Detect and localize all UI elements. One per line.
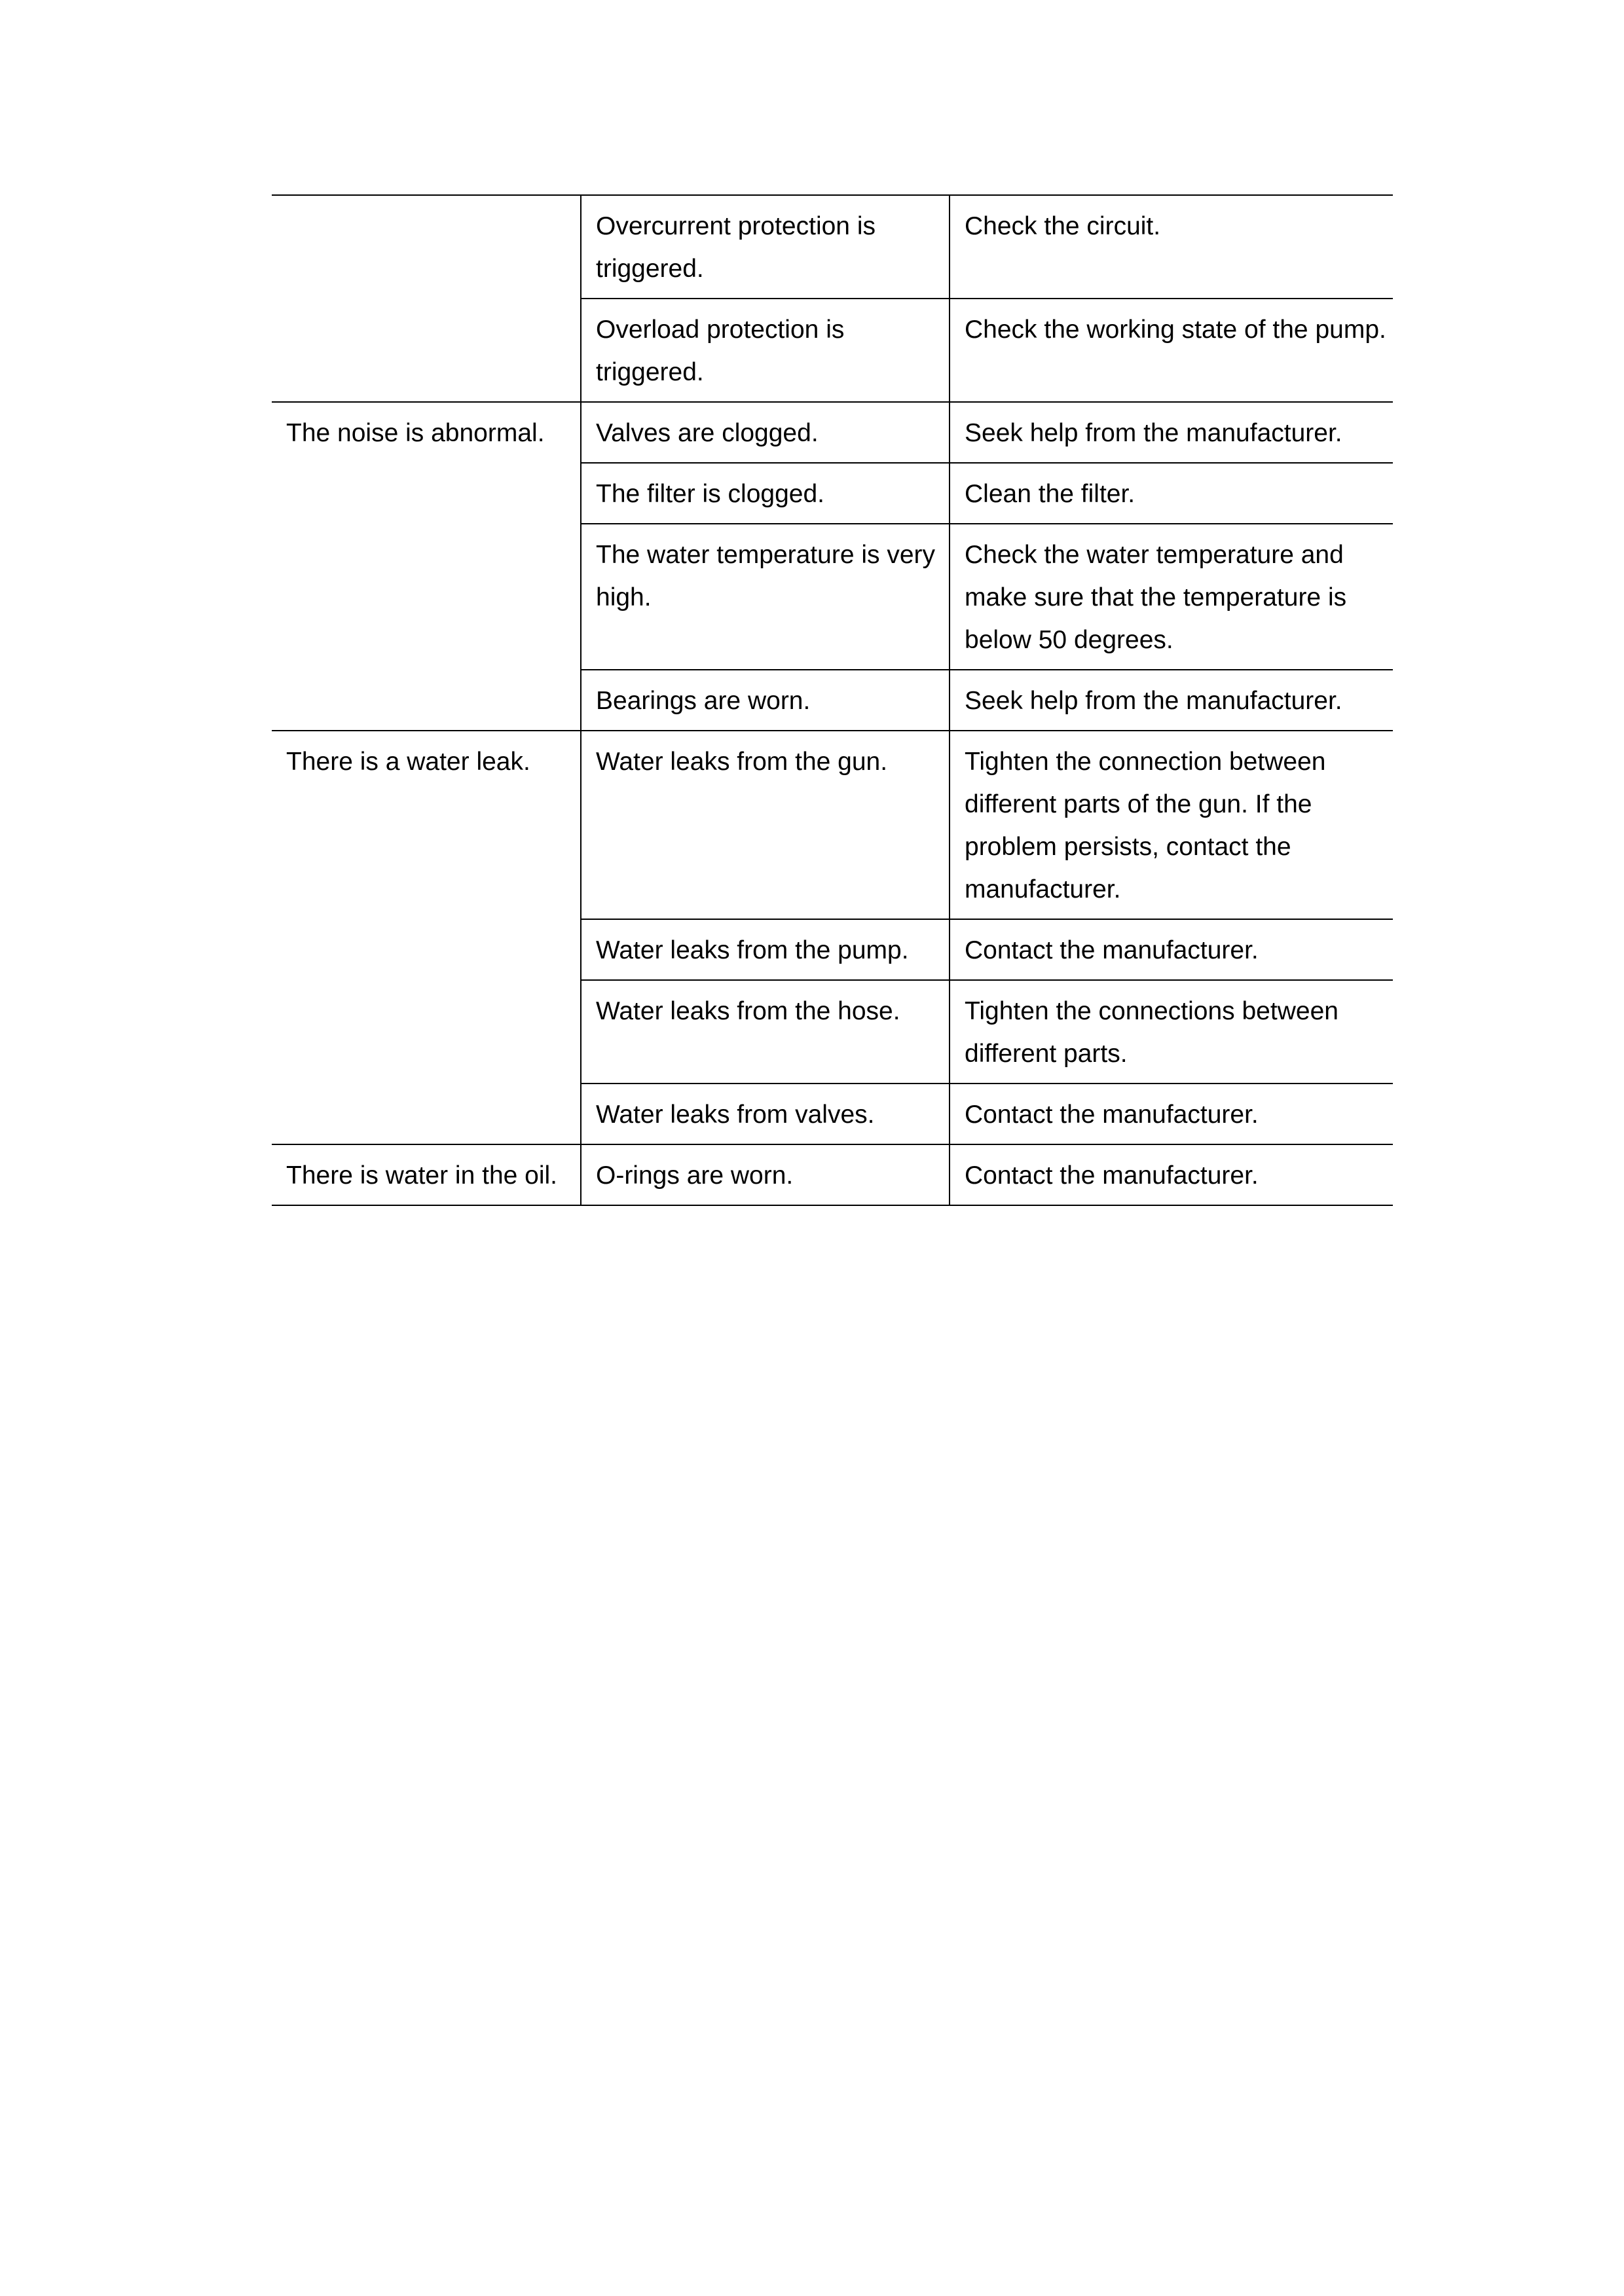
cause-cell: Bearings are worn. (581, 670, 950, 731)
solution-cell: Check the working state of the pump. (950, 299, 1393, 402)
solution-cell: Check the water temperature and make sure that the temperature is below 50 degrees. (950, 524, 1393, 670)
solution-cell: Tighten the connection between different parts of the gun. If the problem persists, contact the manufacturer. (950, 731, 1393, 919)
solution-cell: Seek help from the manufacturer. (950, 670, 1393, 731)
cause-cell: The filter is clogged. (581, 463, 950, 524)
table-row (272, 1144, 1393, 1205)
solution-cell: Contact the manufacturer. (950, 919, 1393, 980)
symptom-cell: There is water in the oil. (272, 1144, 581, 1205)
cause-cell: Overload protection is triggered. (581, 299, 950, 402)
solution-cell: Tighten the connections between different parts. (950, 980, 1393, 1084)
cause-cell: Water leaks from the hose. (581, 980, 950, 1084)
cause-cell: The water temperature is very high. (581, 524, 950, 670)
solution-cell: Check the circuit. (950, 195, 1393, 299)
solution-cell: Seek help from the manufacturer. (950, 402, 1393, 463)
cause-cell: Overcurrent protection is triggered. (581, 195, 950, 299)
symptom-cell (272, 195, 581, 402)
cause-cell: Water leaks from the gun. (581, 731, 950, 919)
cause-cell: Water leaks from valves. (581, 1084, 950, 1144)
table-row (272, 195, 1393, 299)
cause-cell: O-rings are worn. (581, 1144, 950, 1205)
table-row (272, 402, 1393, 463)
troubleshooting-table (272, 194, 1393, 1206)
solution-cell: Contact the manufacturer. (950, 1144, 1393, 1205)
solution-cell: Clean the filter. (950, 463, 1393, 524)
cause-cell: Valves are clogged. (581, 402, 950, 463)
cause-cell: Water leaks from the pump. (581, 919, 950, 980)
table-row (272, 731, 1393, 919)
table-body (272, 195, 1393, 1205)
symptom-cell: There is a water leak. (272, 731, 581, 1144)
solution-cell: Contact the manufacturer. (950, 1084, 1393, 1144)
symptom-cell: The noise is abnormal. (272, 402, 581, 731)
